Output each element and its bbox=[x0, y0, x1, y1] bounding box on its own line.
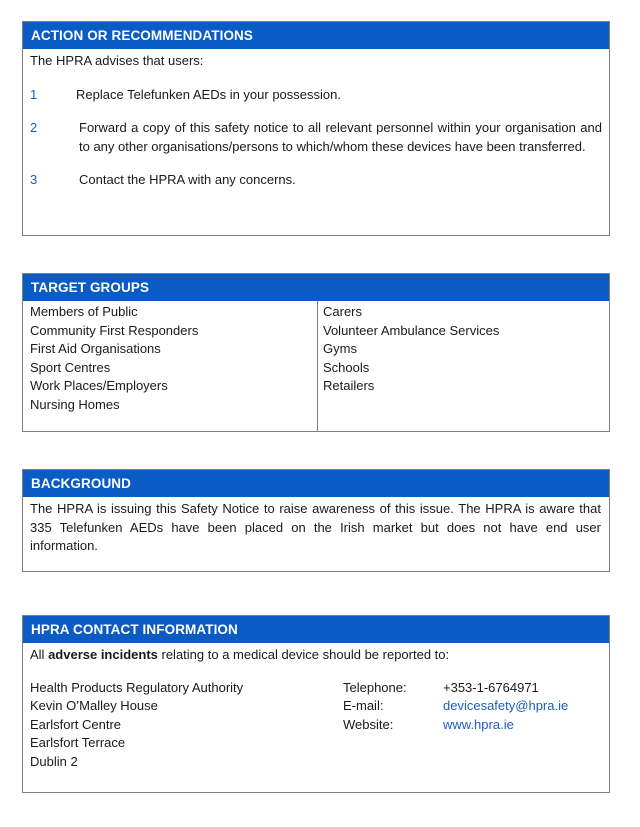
list-item: Retailers bbox=[323, 378, 375, 393]
action-intro: The HPRA advises that users: bbox=[30, 53, 204, 68]
contact-labels bbox=[343, 679, 407, 735]
telephone-label: Telephone: bbox=[343, 679, 407, 695]
target-groups-left-column bbox=[30, 303, 198, 414]
target-groups-section bbox=[22, 273, 610, 432]
list-item: Members of Public bbox=[30, 304, 138, 319]
email-label: E-mail: bbox=[343, 698, 384, 713]
list-item: Work Places/Employers bbox=[30, 378, 168, 393]
step-number: 1 bbox=[30, 86, 38, 102]
list-item: Sport Centres bbox=[30, 359, 111, 375]
list-item: Carers bbox=[323, 304, 363, 319]
background-text: The HPRA is issuing this Safety Notice to raise awareness of this issue. The HPRA is aware that 335 Telefunken AEDs have been placed on the Irish market but does not have end user information. bbox=[30, 501, 601, 553]
address-line: Earlsfort Terrace bbox=[30, 735, 126, 750]
step-text: Replace Telefunken AEDs in your possession. bbox=[76, 86, 341, 102]
list-item: First Aid Organisations bbox=[30, 341, 161, 356]
list-item: Community First Responders bbox=[30, 322, 199, 338]
list-item: Volunteer Ambulance Services bbox=[323, 322, 500, 338]
action-recommendations-section bbox=[22, 21, 610, 236]
website-label: Website: bbox=[343, 716, 394, 732]
step-text: Contact the HPRA with any concerns. bbox=[79, 172, 296, 187]
contact-information-section bbox=[22, 615, 610, 793]
contact-intro-text: All bbox=[30, 647, 49, 662]
telephone-value: +353-1-6764971 bbox=[443, 679, 539, 695]
address-line: Health Products Regulatory Authority bbox=[30, 679, 244, 695]
list-item: Nursing Homes bbox=[30, 396, 120, 412]
address-line: Earlsfort Centre bbox=[30, 716, 122, 732]
column-divider bbox=[317, 301, 318, 431]
action-step bbox=[30, 119, 602, 156]
website-link[interactable]: www.hpra.ie bbox=[443, 716, 514, 732]
step-number: 2 bbox=[30, 120, 38, 135]
list-item: Gyms bbox=[323, 341, 357, 356]
step-number: 3 bbox=[30, 172, 38, 187]
section-header: ACTION OR RECOMMENDATIONS bbox=[23, 22, 609, 49]
email-link[interactable]: devicesafety@hpra.ie bbox=[443, 698, 569, 713]
list-item: Schools bbox=[323, 359, 370, 375]
step-text: Forward a copy of this safety notice to all relevant personnel within your organisation and to any other organisations/persons to which/whom these devices have been transferred. bbox=[79, 120, 602, 154]
target-groups-right-column bbox=[323, 303, 499, 396]
background-section bbox=[22, 469, 610, 572]
contact-intro bbox=[23, 643, 609, 665]
section-header: TARGET GROUPS bbox=[23, 274, 609, 301]
contact-intro-bold: adverse incidents bbox=[48, 647, 158, 662]
section-header: BACKGROUND bbox=[23, 470, 609, 497]
section-header: HPRA CONTACT INFORMATION bbox=[23, 616, 609, 643]
action-step bbox=[30, 86, 602, 105]
action-step bbox=[30, 171, 602, 190]
address-line: Dublin 2 bbox=[30, 753, 78, 769]
contact-address bbox=[30, 679, 243, 772]
contact-intro-text: relating to a medical device should be reported to: bbox=[157, 647, 450, 662]
contact-values bbox=[443, 679, 568, 735]
address-line: Kevin O’Malley House bbox=[30, 698, 158, 713]
